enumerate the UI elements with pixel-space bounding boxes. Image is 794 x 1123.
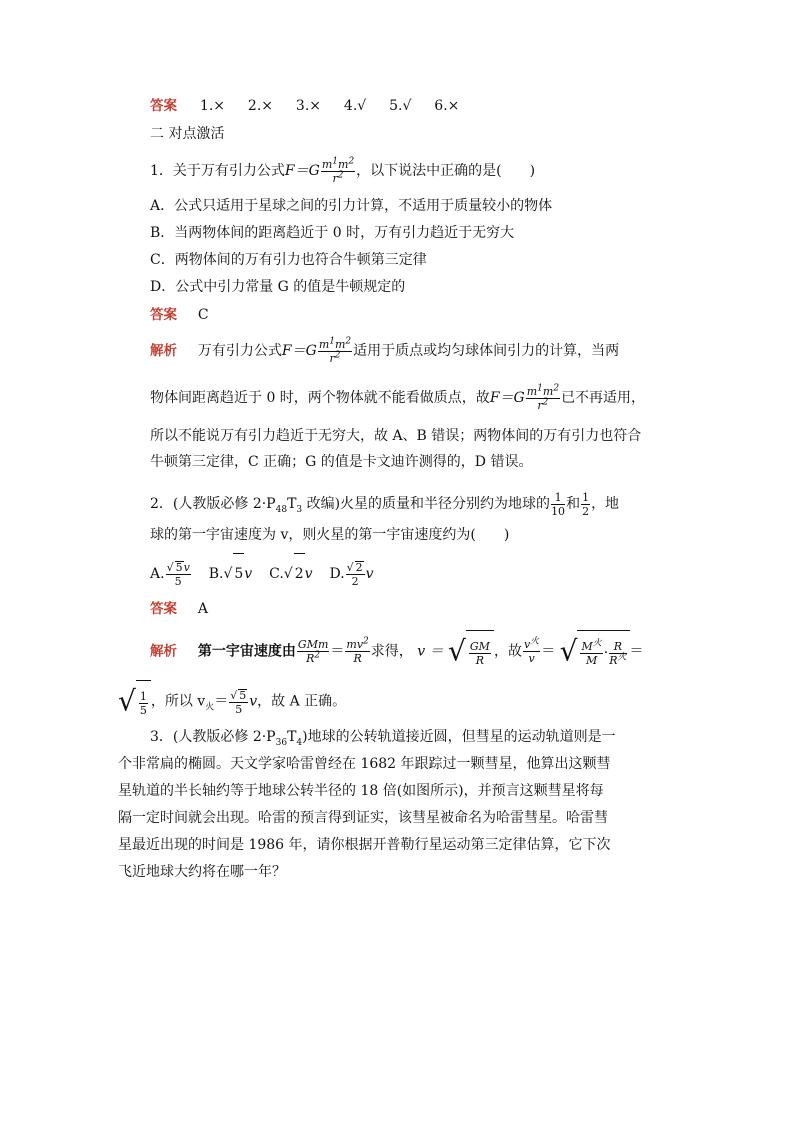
q1-explain-line-2: 物体间距离趋近于 0 时，两个物体就不能看做质点，故F＝G $\frac{m^1m^2}{r^2}$ 已不再适用， <box>150 382 646 412</box>
answer-row <box>150 96 459 116</box>
q1-answer-value: C <box>197 307 209 323</box>
q1-explain-line-3: 所以不能说万有引力趋近于无穷大，故 A、B 错误；两物体间的万有引力也符合 <box>150 428 642 444</box>
q3-line-1: 3．(人教版必修 $2\cdot P_{36}T_4$)地球的公转轨道接近圆，但彗星的运动轨道则是一 <box>150 729 616 748</box>
q3-line-4: 隔一定时间就会出现。哈雷的预言得到证实，该彗星被命名为哈雷彗星。哈雷彗 <box>118 810 608 826</box>
q2-mass-ratio: $\frac{1}{10}$ <box>551 490 566 518</box>
q1-explain-line-4: 牛顿第三定律，C 正确；G 的值是卡文迪许测得的，D 错误。 <box>150 454 533 470</box>
q2-answer-value: A <box>197 601 209 617</box>
section-title: 二 对点激活 <box>150 126 225 142</box>
q2-options <box>150 553 374 594</box>
answer-item: 6.× <box>434 98 460 114</box>
q2-option-b: B.√ 5v <box>209 566 253 582</box>
q1-formula-lhs: F＝G <box>284 163 320 179</box>
q3-line-3: 星轨道的半长轴约等于地球公转半径的 18 倍(如图所示)，并预言这颗彗星将每 <box>118 783 604 799</box>
q2-explain-label: 解析 <box>150 643 177 660</box>
q2-option-c: C.√ 2v <box>269 566 312 582</box>
answer-item: 4.√ <box>343 98 367 114</box>
q1-explain-line-1: 解析 万有引力公式F＝G $\frac{m^1m^2}{r^2}$ 适用于质点或均匀球体间引力的计算，当两 <box>150 335 620 365</box>
q2-radius-ratio: $\frac{1}{2}$ <box>582 490 590 518</box>
answer-item: 1.× <box>199 98 225 114</box>
q1-option-a: A．公式只适用于星球之间的引力计算，不适用于质量较小的物体 <box>150 198 553 214</box>
q1-stem-prefix: 1．关于万有引力公式 <box>150 163 285 179</box>
q1-option-c: C．两物体间的万有引力也符合牛顿第三定律 <box>150 252 427 268</box>
q1-answer <box>150 305 209 325</box>
q1-option-d: D．公式中引力常量 G 的值是牛顿规定的 <box>150 279 406 295</box>
q3-line-5: 星最近出现的时间是 1986 年，请你根据开普勒行星运动第三定律估算，它下次 <box>118 837 611 853</box>
q2-answer-label: 答案 <box>150 601 177 617</box>
q3-line-2: 个非常扁的椭圆。天文学家哈雷曾经在 1682 年跟踪过一颗彗星，他算出这颗彗 <box>118 756 611 772</box>
q2-stem-line-1: 2．(人教版必修 $2\cdot P_{48}T_3$ 改编)火星的质量和半径分别约为地球的 $\frac{1}{10}$ 和 $\frac{1}{2}$ ，地 <box>150 490 620 518</box>
q2-option-d: D. $\frac{√ 2}{2}$ v <box>329 561 374 588</box>
answer-item: 5.√ <box>389 98 412 114</box>
q2-answer <box>150 599 208 619</box>
answer-item: 2.× <box>247 98 273 114</box>
q1-formula-fraction: $\frac{m^1m^2}{r^2}$ <box>321 155 355 185</box>
q3-line-6: 飞近地球大约将在哪一年？ <box>118 864 286 880</box>
q1-stem-suffix: ，以下说法中正确的是( ) <box>356 163 536 179</box>
q2-explain-line-2: √ $\frac{1}{5}$ ，所以 $v_火=$ $\frac{√ 5}{5}$ v，故 A 正确。 <box>118 680 346 723</box>
q1-explain-label: 解析 <box>150 343 177 359</box>
q2-stem-line-2: 球的第一宇宙速度为 v，则火星的第一宇宙速度约为( ) <box>150 527 510 543</box>
q1-option-b: B．当两物体间的距离趋近于 0 时，万有引力趋近于无穷大 <box>150 225 515 241</box>
q1-stem <box>150 156 535 186</box>
q2-option-a: A. $\frac{√ 5v}{5}$ <box>150 561 190 588</box>
q2-explain-line-1: 解析 第一宇宙速度由 $\frac{\text{GMm}}{R^2}$ ＝ $\frac{mv^2}{R}$ 求得， v ＝ √ $\frac{GM}{R}$ ，故 $\frac{v^火}{v}$ ＝ √ $\frac{M^火}{M}$ · $\frac{R}{R^火}$ ＝ <box>150 630 644 673</box>
q1-answer-label: 答案 <box>150 307 177 323</box>
answer-item: 3.× <box>295 98 321 114</box>
answer-label: 答案 <box>150 98 177 114</box>
